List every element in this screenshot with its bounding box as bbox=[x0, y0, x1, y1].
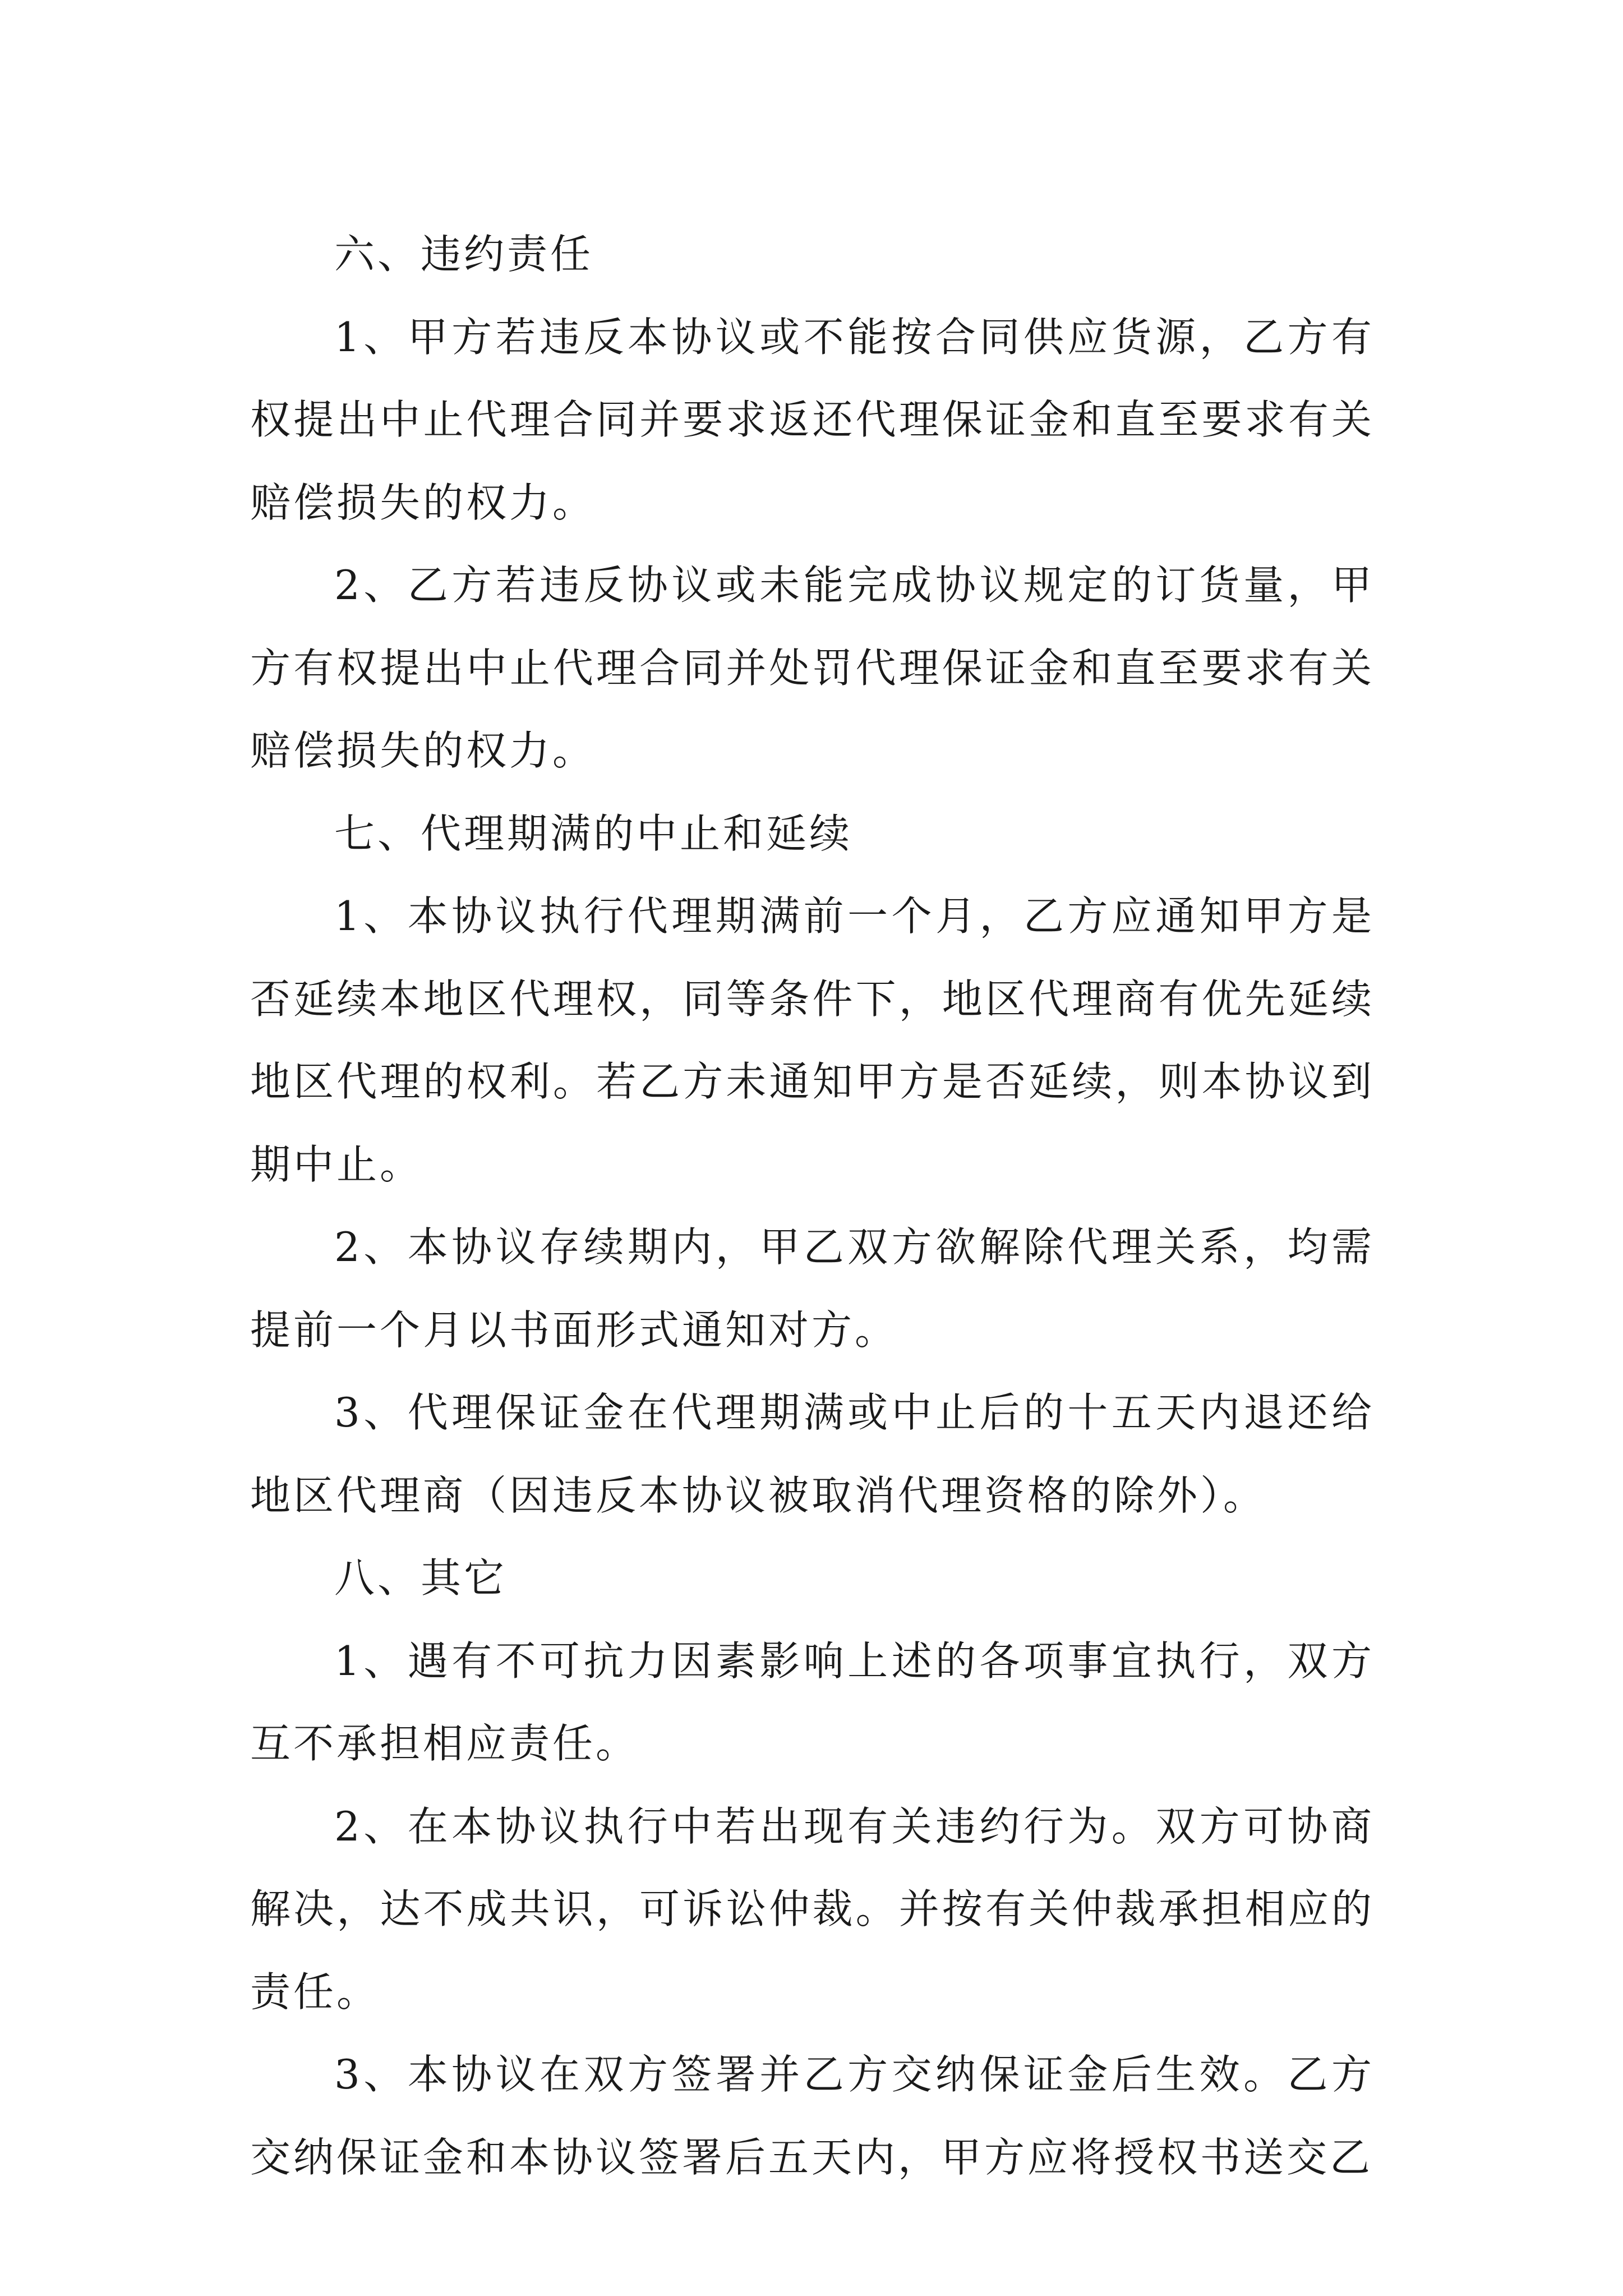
clause-6-2: 2、乙方若违反协议或未能完成协议规定的订货量，甲方有权提出中止代理合同并处罚代理保证金和直至要求有关赔偿损失的权力。 bbox=[250, 562, 1375, 774]
clause-8-2: 2、在本协议执行中若出现有关违约行为。双方可协商解决，达不成共识，可诉讼仲裁。并按有关仲裁承担相应的责任。 bbox=[250, 1802, 1375, 2016]
clause-7-2: 2、本协议存续期内，甲乙双方欲解除代理关系，均需提前一个月以书面形式通知对方。 bbox=[250, 1223, 1375, 1354]
clause-7-3: 3、代理保证金在代理期满或中止后的十五天内退还给地区代理商（因违反本协议被取消代理资格的除外）。 bbox=[250, 1389, 1375, 1519]
document-body bbox=[250, 213, 1375, 2199]
section-heading-expiry-termination-renewal: 七、代理期满的中止和延续 bbox=[334, 809, 853, 857]
clause-8-1: 1、遇有不可抗力因素影响上述的各项事宜执行，双方互不承担相应责任。 bbox=[250, 1637, 1375, 1767]
clause-7-1: 1、本协议执行代理期满前一个月，乙方应通知甲方是否延续本地区代理权，同等条件下，地区代理商有优先延续地区代理的权利。若乙方未通知甲方是否延续，则本协议到期中止。 bbox=[250, 892, 1375, 1188]
section-heading-breach-liability: 六、违约责任 bbox=[334, 231, 594, 278]
clause-6-1: 1、甲方若违反本协议或不能按合同供应货源，乙方有权提出中止代理合同并要求返还代理保证金和直至要求有关赔偿损失的权力。 bbox=[250, 313, 1375, 526]
clause-8-3: 3、本协议在双方签署并乙方交纳保证金后生效。乙方交纳保证金和本协议签署后五天内，甲方应将授权书送交乙 bbox=[250, 2051, 1375, 2181]
section-heading-others: 八、其它 bbox=[334, 1554, 508, 1602]
